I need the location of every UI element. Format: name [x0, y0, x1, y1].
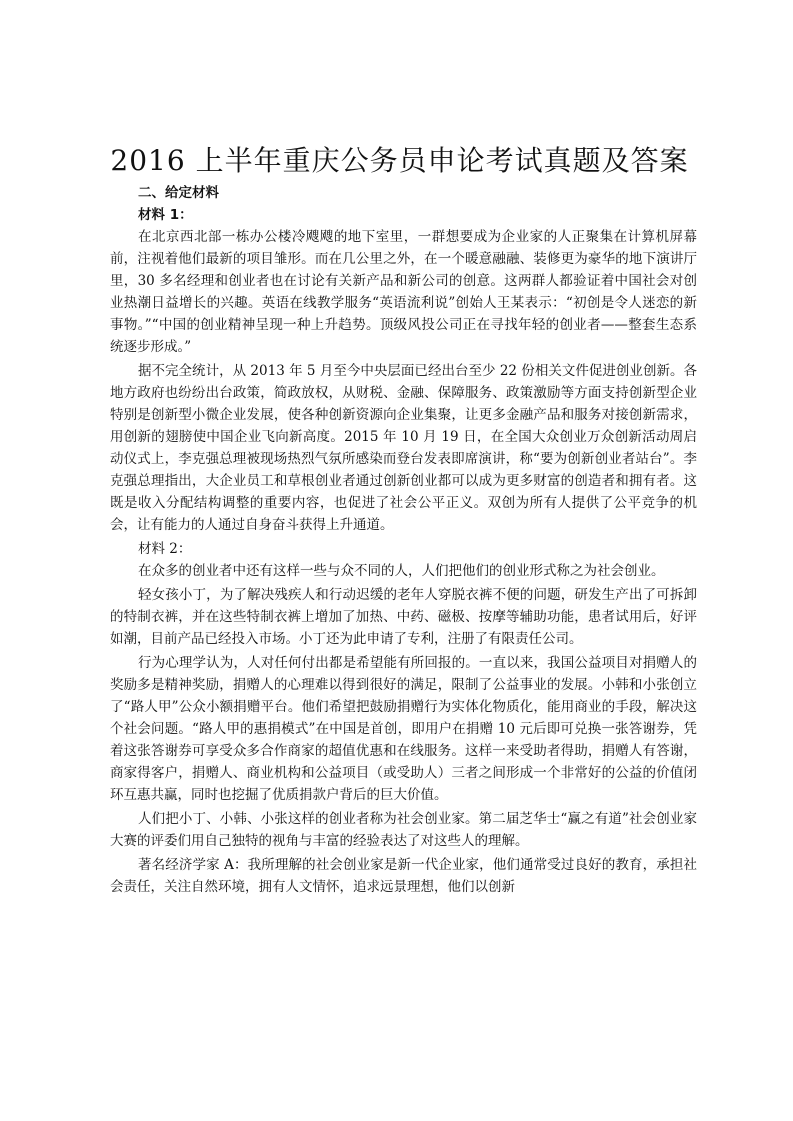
section-heading: 二、给定材料 — [138, 185, 219, 201]
material-2-paragraph-1: 在众多的创业者中还有这样一些与众不同的人，人们把他们的创业形式称之为社会创业。 — [138, 563, 665, 579]
material-2-paragraph-3: 行为心理学认为，人对任何付出都是希望能有所回报的。一直以来，我国公益项目对捐赠人的奖励多是精神奖励，捐赠人的心理难以得到很好的满足，限制了公益事业的发展。小韩和小张创立了“路人甲”公众小额捐赠平台。他们希望把鼓励捐赠行为实体化物质化，能用商业的手段，解决这个社会问题。“路人甲的惠捐模式”在中国是首创，即用户在捐赠 10 元后即可兑换一张答谢券，凭着这张答谢券可享受众多合作商家的超值优惠和在线服务。这样一来受助者得助，捐赠人有答谢，商家得客户，捐赠人、商业机构和公益项目（或受助人）三者之间形成一个非常好的公益的价值闭环互惠共赢，同时也挖掘了优质捐款户背后的巨大价值。 — [110, 655, 697, 803]
material-2-paragraph-2: 轻女孩小丁，为了解决残疾人和行动迟缓的老年人穿脱衣裤不便的问题，研发生产出了可拆卸的特制衣裤，并在这些特制衣裤上增加了加热、中药、磁极、按摩等辅助功能，患者试用后，好评如潮，目前产品已经投入市场。小丁还为此申请了专利，注册了有限责任公司。 — [110, 587, 697, 647]
material-1-label: 材料 1： — [138, 207, 193, 223]
material-1-paragraph-2: 据不完全统计，从 2013 年 5 月至今中央层面已经出台至少 22 份相关文件促进创业创新。各地方政府也纷纷出台政策，简政放权，从财税、金融、保障服务、政策激励等方面支持创新型企业特别是创新型小微企业发展，使各种创新资源向企业集聚，让更多金融产品和服务对接创新需求，用创新的翅膀使中国企业飞向新高度。2015 年 10 月 19 日，在全国大众创业万众创新活动周启动仪式上，李克强总理被现场热烈气氛所感染而登台发表即席演讲，称“要为创新创业者站台”。李克强总理指出，大企业员工和草根创业者通过创新创业都可以成为更多财富的创造者和拥有者。这既是收入分配结构调整的重要内容，也促进了社会公平正义。双创为所有人提供了公平竞争的机会，让有能力的人通过自身奋斗获得上升通道。 — [110, 363, 697, 533]
material-2-label: 材料 2： — [138, 541, 192, 557]
material-2-paragraph-5: 著名经济学家 A：我所理解的社会创业家是新一代企业家，他们通常受过良好的教育，承担社会责任，关注自然环境，拥有人文情怀，追求远景理想，他们以创新 — [110, 857, 697, 895]
material-2-paragraph-4: 人们把小丁、小韩、小张这样的创业者称为社会创业家。第二届芝华士“赢之有道”社会创业家大赛的评委们用自己独特的视角与丰富的经验表达了对这些人的理解。 — [110, 811, 697, 849]
material-1-paragraph-1: 在北京西北部一栋办公楼冷飕飕的地下室里，一群想要成为企业家的人正聚集在计算机屏幕前，注视着他们最新的项目雏形。而在几公里之外，在一个暖意融融、装修更为豪华的地下演讲厅里，30 多名经理和创业者也在讨论有关新产品和新公司的创意。这两群人都验证着中国社会对创业热潮日益增长的兴趣。英语在线教学服务“英语流利说”创始人王某表示：“初创是令人迷恋的新事物。”“中国的创业精神呈现一种上升趋势。顶级风投公司正在寻找年轻的创业者——整套生态系统逐步形成。” — [110, 229, 697, 355]
document-title: 2016 上半年重庆公务员申论考试真题及答案 — [110, 144, 689, 177]
